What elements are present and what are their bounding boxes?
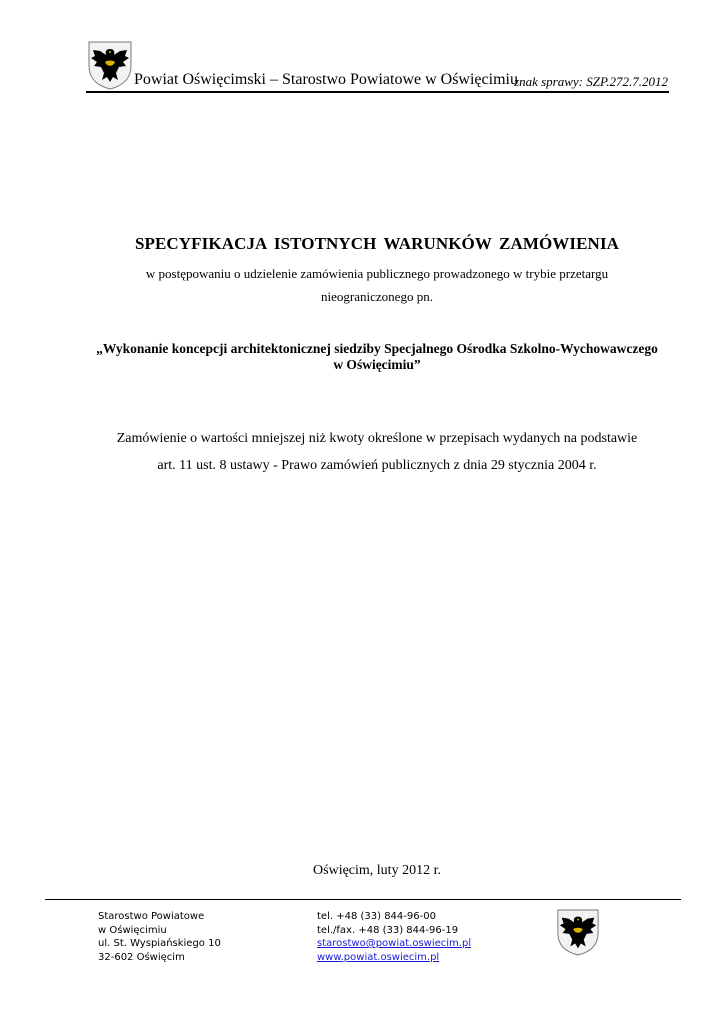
- email-link[interactable]: starostwo@powiat.oswiecim.pl: [317, 938, 472, 949]
- value-statement-line-1: Zamówienie o wartości mniejszej niż kwoty określone w przepisach wydanych na podstawie: [116, 431, 638, 446]
- address-line: w Oświęcimiu: [98, 924, 167, 936]
- footer-contact: [317, 910, 471, 964]
- subtitle-line-1: w postępowaniu o udzielenie zamówienia publicznego prowadzonego w trybie przetargu: [145, 266, 609, 281]
- phone-number: tel. +48 (33) 844-96-00: [317, 911, 436, 922]
- coat-of-arms-icon: [86, 40, 134, 90]
- fax-number: tel./fax. +48 (33) 844-96-19: [317, 924, 459, 936]
- website-link[interactable]: www.powiat.oswiecim.pl: [317, 951, 440, 963]
- footer-divider: [45, 899, 681, 900]
- subject-line-2: w Oświęcimiu”: [333, 357, 421, 372]
- eagle-icon: [86, 40, 134, 90]
- subtitle-line-2: nieograniczonego pn.: [321, 289, 433, 304]
- eagle-icon: [555, 907, 601, 957]
- document-title: SPECYFIKACJA ISTOTNYCH WARUNKÓW ZAMÓWIENIA: [134, 234, 620, 253]
- subject-line-1: „Wykonanie koncepcji architektonicznej siedziby Specjalnego Ośrodka Szkolno-Wychowawczego: [96, 341, 658, 356]
- header-divider: [86, 91, 669, 93]
- value-statement-line-2: art. 11 ust. 8 ustawy - Prawo zamówień publicznych z dnia 29 stycznia 2004 r.: [157, 458, 597, 473]
- place-date: Oświęcim, luty 2012 r.: [313, 863, 441, 878]
- footer-address: [98, 910, 221, 964]
- footer-coat-of-arms-icon: [555, 907, 601, 957]
- case-number: znak sprawy: SZP.272.7.2012: [514, 74, 668, 89]
- address-line: 32-602 Oświęcim: [98, 951, 185, 963]
- header-title: Powiat Oświęcimski – Starostwo Powiatowe w Oświęcimiu: [134, 71, 518, 88]
- address-line: ul. St. Wyspiańskiego 10: [98, 938, 221, 949]
- address-line: Starostwo Powiatowe: [98, 911, 205, 922]
